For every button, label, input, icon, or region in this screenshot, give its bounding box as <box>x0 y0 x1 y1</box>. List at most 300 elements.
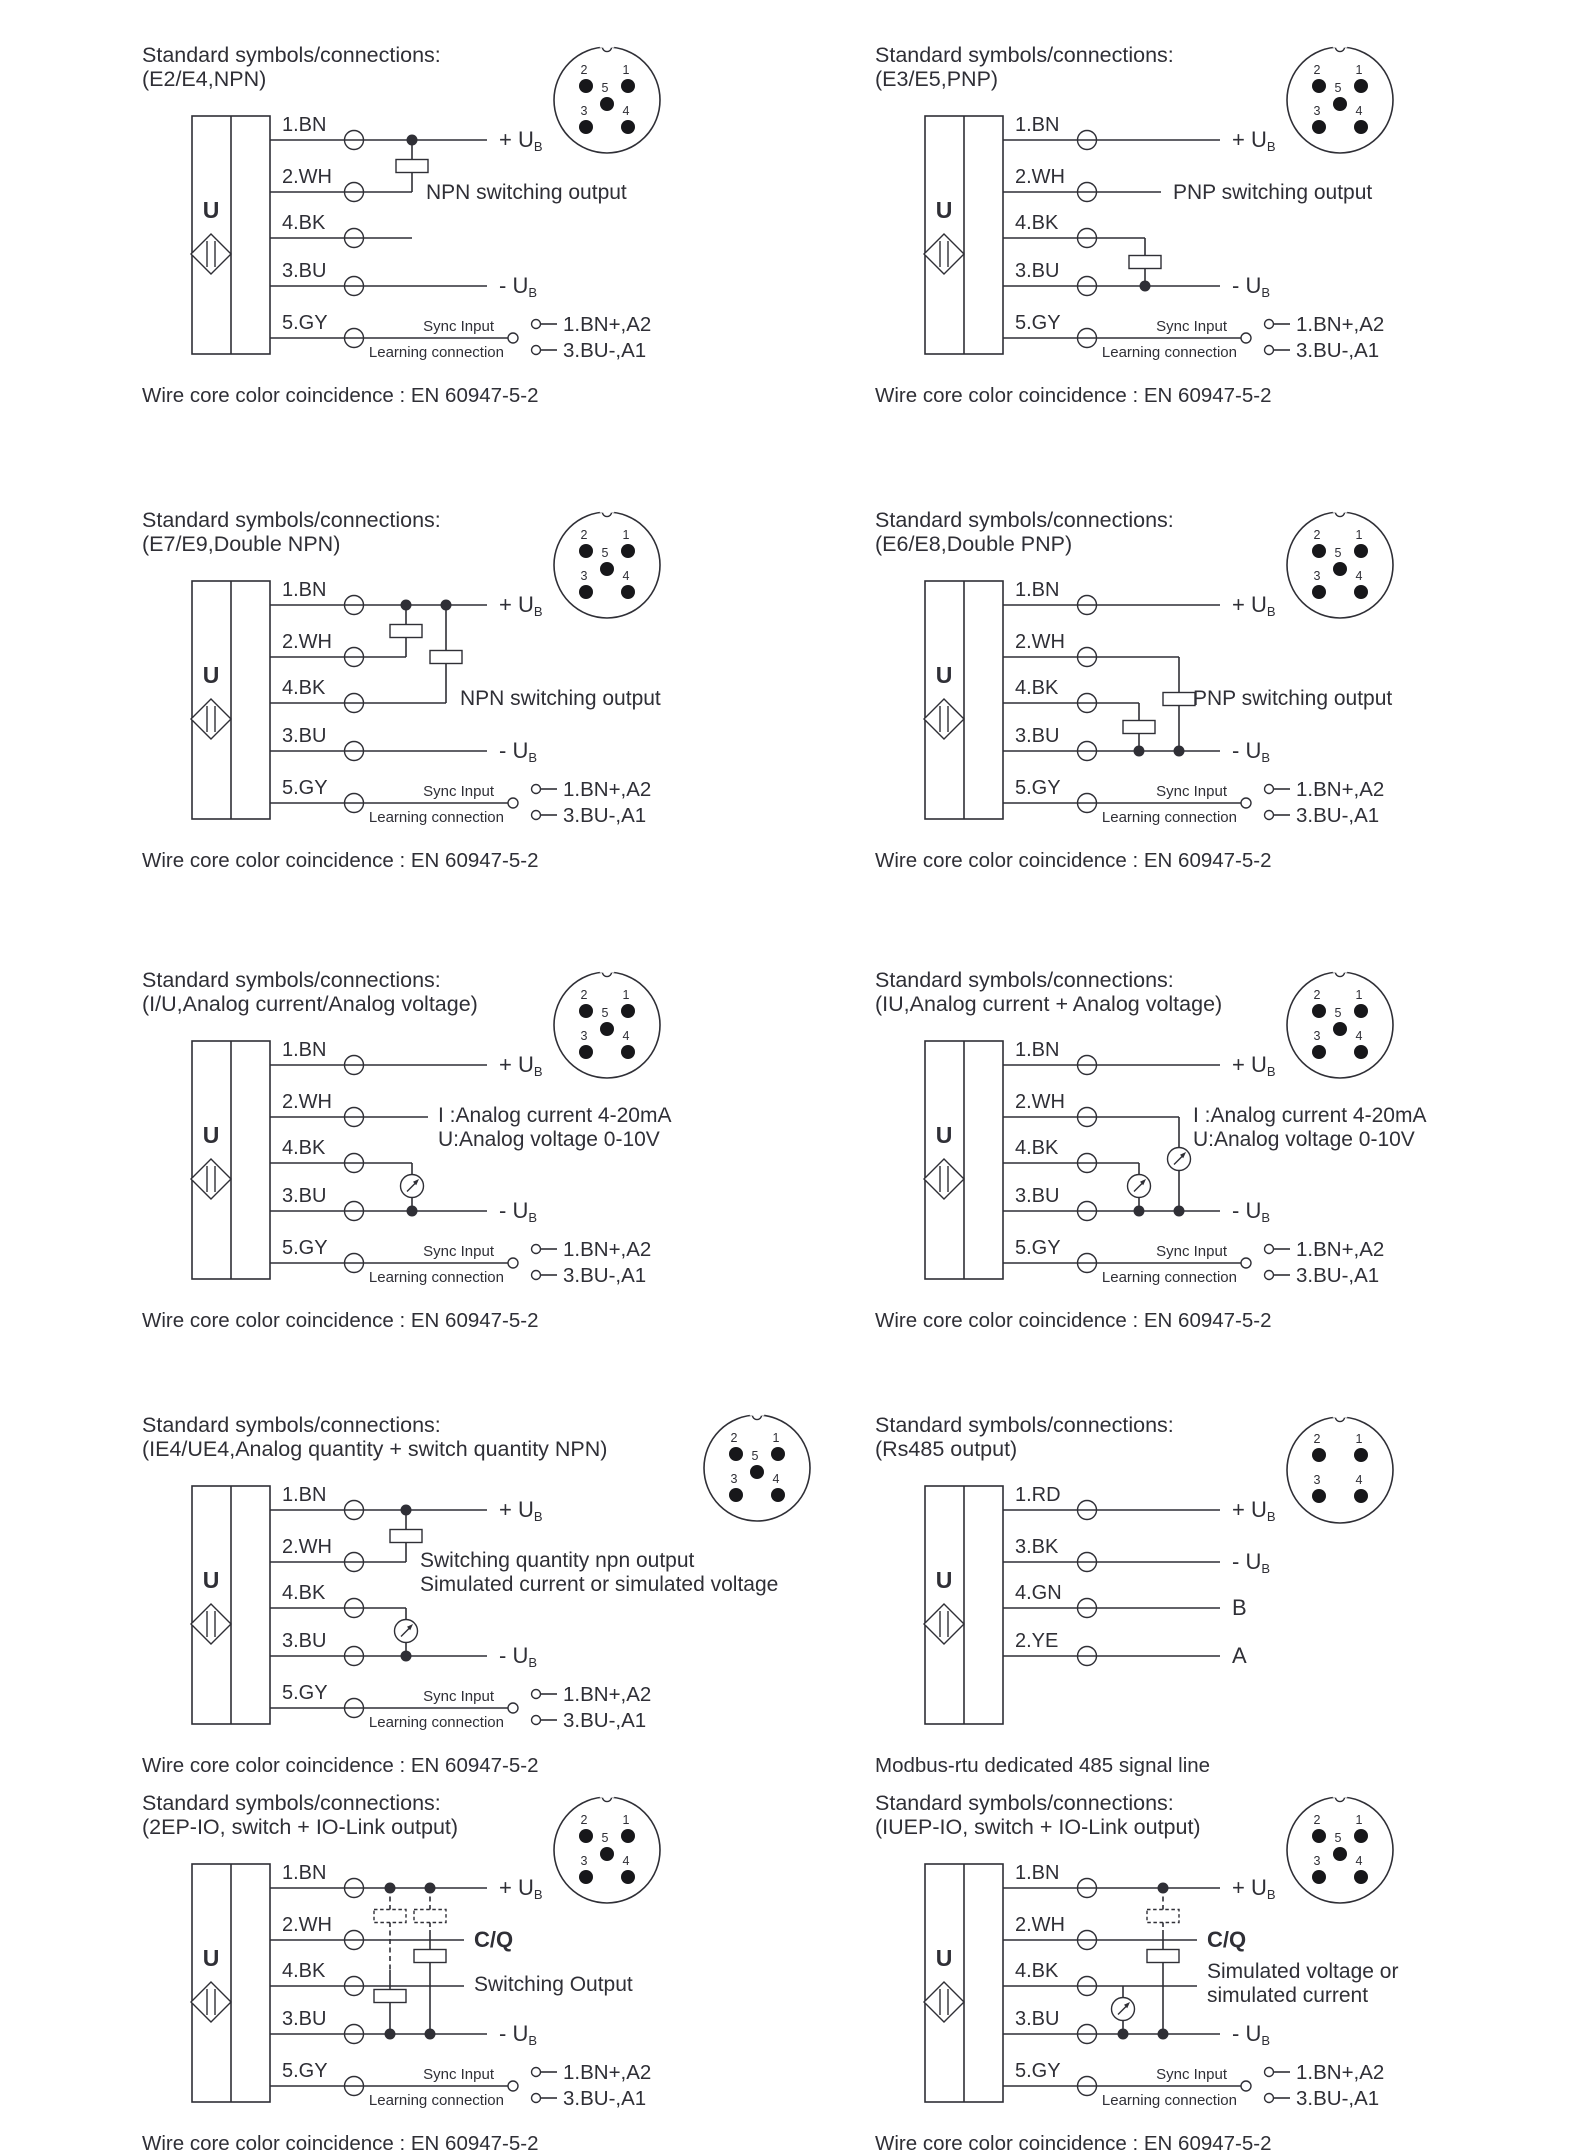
terminal-label <box>1232 1198 1270 1225</box>
sensor-u-label: U <box>935 197 953 223</box>
connector-pin-dot <box>579 585 593 599</box>
output-label: C/Q <box>474 1927 514 1952</box>
junction-dot <box>407 135 418 146</box>
wire-pin-label: 3.BU <box>1015 725 1060 747</box>
wire-pin-label: 4.BK <box>282 677 326 699</box>
sync-terminal-label: 1.BN+,A2 <box>1296 1238 1385 1261</box>
sync-terminal-label: 3.BU-,A1 <box>563 1709 647 1732</box>
terminal-label-subscript: B <box>1261 750 1270 765</box>
wire-pin-label: 5.GY <box>1015 777 1061 799</box>
connector-pin-dot <box>1354 79 1368 93</box>
connector-pin-dot <box>621 1045 635 1059</box>
stub-open-terminal <box>532 1690 541 1699</box>
sensor-symbol <box>924 1864 1003 2102</box>
terminal-label-subscript: B <box>1266 1509 1276 1524</box>
connector-pin-number: 5 <box>601 1006 609 1020</box>
connector-pin-number: 4 <box>1355 104 1363 118</box>
connector-pin-number: 1 <box>1355 1432 1363 1446</box>
load-resistor-icon <box>374 1990 406 2003</box>
sync-terminal-label: 3.BU-,A1 <box>563 2087 647 2110</box>
connector-notch-mask <box>600 961 614 973</box>
wiring-diagram-panel <box>875 40 1587 465</box>
panel-title: Standard symbols/connections: <box>875 43 1174 67</box>
terminal-label-subscript: B <box>1261 285 1270 300</box>
stub-open-terminal <box>1265 785 1274 794</box>
wire-pin-label: 3.BU <box>282 1185 327 1207</box>
terminal-label-main: + U <box>499 1052 534 1077</box>
output-label: PNP switching output <box>1193 687 1393 710</box>
terminal-label-main: + U <box>499 127 534 152</box>
sync-open-terminal <box>1241 798 1251 808</box>
sensor-u-label: U <box>202 662 220 688</box>
terminal-label <box>499 1643 537 1670</box>
load-resistor-icon <box>396 160 428 173</box>
load-resistor-dashed-icon <box>374 1910 406 1923</box>
terminal-label <box>1232 2021 1270 2048</box>
sync-terminal-label: 3.BU-,A1 <box>1296 804 1380 827</box>
terminal-label <box>1232 127 1276 154</box>
wiring-diagram-panel <box>875 965 1587 1390</box>
junction-dot <box>385 2029 396 2040</box>
junction-dot <box>1134 746 1145 757</box>
stub-open-terminal <box>532 1716 541 1725</box>
wire-pin-label: 1.RD <box>1015 1484 1061 1506</box>
panel-title: Standard symbols/connections: <box>142 1791 441 1815</box>
connector-pin-number: 1 <box>772 1431 780 1445</box>
sync-terminal-label: 1.BN+,A2 <box>563 313 652 336</box>
connector-pin-number: 3 <box>730 1472 738 1486</box>
wire-pin-label: 5.GY <box>282 777 328 799</box>
connector-pin-dot <box>771 1447 785 1461</box>
wire-pin-label: 1.BN <box>282 1484 327 1506</box>
wire-pin-label: 1.BN <box>1015 114 1060 136</box>
sync-terminal-label: 3.BU-,A1 <box>1296 339 1380 362</box>
wire-pin-label: 2.WH <box>282 1536 332 1558</box>
wire-pin-label: 4.BK <box>282 1960 326 1982</box>
connector-pin-number: 4 <box>622 1854 630 1868</box>
connector-pin-number: 3 <box>1313 1854 1321 1868</box>
stub-open-terminal <box>532 1245 541 1254</box>
sync-input-label: Sync Input <box>423 318 494 335</box>
wire-pin-label: 5.GY <box>282 1237 328 1259</box>
wire-pin-label: 5.GY <box>282 2060 328 2082</box>
sensor-u-label: U <box>935 1122 953 1148</box>
load-resistor-icon <box>414 1950 446 1963</box>
footer-note: Wire core color coincidence : EN 60947-5-2 <box>875 2132 1272 2154</box>
sensor-symbol <box>924 1486 1003 1724</box>
sensor-symbol <box>191 1041 270 1279</box>
connector-pin-number: 3 <box>1313 1029 1321 1043</box>
terminal-label <box>1232 738 1270 765</box>
connector-pin-number: 4 <box>622 569 630 583</box>
connector-pin-number: 5 <box>1334 1831 1342 1845</box>
stub-open-terminal <box>1265 1245 1274 1254</box>
output-label: Switching quantity npn output <box>420 1549 695 1572</box>
terminal-label-main: - U <box>1232 273 1262 298</box>
load-resistor-icon <box>1123 721 1155 734</box>
wire-pin-label: 4.BK <box>1015 677 1059 699</box>
junction-dot <box>1118 2029 1129 2040</box>
connector-pin-dot <box>579 79 593 93</box>
connector-pinout-icon <box>1287 1786 1393 1904</box>
terminal-label-main: + U <box>1232 127 1267 152</box>
wiring-diagram-panel <box>875 505 1587 930</box>
connector-pin-dot <box>600 1847 614 1861</box>
sync-input-label: Sync Input <box>1156 1243 1227 1260</box>
learning-connection-label: Learning connection <box>368 809 504 826</box>
junction-dot <box>401 600 412 611</box>
terminal-label-subscript: B <box>528 285 537 300</box>
output-label: Simulated voltage or <box>1207 1960 1399 1983</box>
stub-open-terminal <box>1265 320 1274 329</box>
output-label: Switching Output <box>474 1973 633 1996</box>
connector-pinout-icon <box>554 1786 660 1904</box>
connector-notch-mask <box>1333 1406 1347 1418</box>
panel-title: Standard symbols/connections: <box>875 1413 1174 1437</box>
sync-open-terminal <box>508 1703 518 1713</box>
connector-pin-number: 1 <box>1355 528 1363 542</box>
wire-pin-label: 5.GY <box>282 312 328 334</box>
connector-pin-dot <box>1354 1045 1368 1059</box>
connector-pin-number: 2 <box>580 528 588 542</box>
sync-terminal-label: 3.BU-,A1 <box>1296 1264 1380 1287</box>
connector-notch-mask <box>750 1404 764 1416</box>
output-label: NPN switching output <box>460 687 661 710</box>
terminal-label <box>499 1497 543 1524</box>
terminal-label <box>499 738 537 765</box>
sync-input-label: Sync Input <box>423 1688 494 1705</box>
stub-open-terminal <box>1265 811 1274 820</box>
wire-pin-label: 2.WH <box>1015 1091 1065 1113</box>
connector-pinout-icon <box>554 961 660 1079</box>
connector-notch-mask <box>600 1786 614 1798</box>
connector-pin-number: 5 <box>601 546 609 560</box>
wire-pin-label: 4.BK <box>1015 212 1059 234</box>
connector-pin-dot <box>1354 120 1368 134</box>
wire-pin-label: 2.WH <box>282 1091 332 1113</box>
stub-open-terminal <box>532 1271 541 1280</box>
terminal-label-main: + U <box>1232 592 1267 617</box>
connector-pin-dot <box>579 1829 593 1843</box>
panel-subtitle: (E7/E9,Double NPN) <box>142 532 341 556</box>
junction-dot <box>441 600 452 611</box>
footer-note: Wire core color coincidence : EN 60947-5-2 <box>142 384 539 407</box>
connector-pin-number: 5 <box>751 1449 759 1463</box>
sensor-symbol <box>191 581 270 819</box>
connector-pin-dot <box>600 1022 614 1036</box>
connector-pin-dot <box>771 1488 785 1502</box>
terminal-label <box>1232 1549 1270 1576</box>
terminal-label-subscript: B <box>528 1655 537 1670</box>
wire-pin-label: 3.BU <box>282 2008 327 2030</box>
connector-pin-number: 3 <box>1313 104 1321 118</box>
sensor-u-label: U <box>202 1945 220 1971</box>
terminal-label-main: + U <box>499 592 534 617</box>
connector-pin-dot <box>621 1829 635 1843</box>
panel-subtitle: (IUEP-IO, switch + IO-Link output) <box>875 1815 1201 1839</box>
footer-note: Wire core color coincidence : EN 60947-5-2 <box>875 849 1272 872</box>
connector-pin-number: 5 <box>1334 1006 1342 1020</box>
connector-pin-dot <box>1312 1004 1326 1018</box>
wire-pin-label: 1.BN <box>1015 579 1060 601</box>
wiring-diagram-panel <box>875 1788 1587 2154</box>
sensor-symbol <box>191 1486 270 1724</box>
wire-pin-label: 3.BU <box>282 260 327 282</box>
connector-pinout-icon <box>704 1404 810 1522</box>
output-label: U:Analog voltage 0-10V <box>1193 1128 1415 1151</box>
connector-pin-number: 4 <box>1355 1854 1363 1868</box>
panel-subtitle: (Rs485 output) <box>875 1437 1018 1461</box>
sensor-symbol <box>924 581 1003 819</box>
wire-pin-label: 2.WH <box>1015 166 1065 188</box>
connector-pin-dot <box>1333 562 1347 576</box>
connector-pin-number: 4 <box>1355 569 1363 583</box>
junction-dot <box>1158 2029 1169 2040</box>
panel-title: Standard symbols/connections: <box>142 1413 441 1437</box>
junction-dot <box>425 2029 436 2040</box>
sync-open-terminal <box>1241 333 1251 343</box>
junction-dot <box>425 1883 436 1894</box>
wire-pin-label: 1.BN <box>282 579 327 601</box>
terminal-label-subscript: B <box>1266 1064 1276 1079</box>
connector-pin-number: 4 <box>1355 1029 1363 1043</box>
wire-pin-label: 2.YE <box>1015 1630 1059 1652</box>
sync-terminal-label: 1.BN+,A2 <box>563 1683 652 1706</box>
connector-pinout-icon <box>1287 1406 1393 1524</box>
connector-pin-dot <box>1312 585 1326 599</box>
learning-connection-label: Learning connection <box>1101 809 1237 826</box>
terminal-label-subscript: B <box>533 1064 543 1079</box>
wire-pin-label: 5.GY <box>1015 312 1061 334</box>
load-resistor-dashed-icon <box>414 1910 446 1923</box>
wire-pin-label: 4.BK <box>282 1137 326 1159</box>
sensor-u-label: U <box>935 1567 953 1593</box>
stub-open-terminal <box>532 811 541 820</box>
connector-pin-dot <box>621 1004 635 1018</box>
panel-title: Standard symbols/connections: <box>142 508 441 532</box>
terminal-label <box>1232 592 1276 619</box>
connector-pin-number: 5 <box>601 1831 609 1845</box>
output-label: simulated current <box>1207 1984 1369 2007</box>
panel-subtitle: (E3/E5,PNP) <box>875 67 999 91</box>
output-label: C/Q <box>1207 1927 1247 1952</box>
connector-pin-dot <box>1354 585 1368 599</box>
learning-connection-label: Learning connection <box>368 1714 504 1731</box>
sync-open-terminal <box>508 1258 518 1268</box>
connector-pin-number: 3 <box>580 104 588 118</box>
output-label: Simulated current or simulated voltage <box>420 1573 779 1596</box>
terminal-label-subscript: B <box>1261 2033 1270 2048</box>
connector-pin-number: 4 <box>622 1029 630 1043</box>
terminal-label-main: - U <box>1232 1198 1262 1223</box>
panel-subtitle: (E2/E4,NPN) <box>142 67 267 91</box>
connector-pin-dot <box>1354 544 1368 558</box>
connector-pin-number: 2 <box>580 988 588 1002</box>
panel-subtitle: (I/U,Analog current/Analog voltage) <box>142 992 478 1016</box>
terminal-label-subscript: B <box>533 1887 543 1902</box>
junction-dot <box>1174 1206 1185 1217</box>
connector-pin-number: 2 <box>1313 988 1321 1002</box>
sensor-symbol <box>191 116 270 354</box>
connector-pin-dot <box>621 79 635 93</box>
connector-pin-number: 3 <box>580 569 588 583</box>
connector-pin-number: 1 <box>1355 63 1363 77</box>
sync-terminal-label: 1.BN+,A2 <box>563 2061 652 2084</box>
connector-pin-dot <box>579 1045 593 1059</box>
sync-open-terminal <box>508 2081 518 2091</box>
wiring-diagram-panel <box>142 505 862 930</box>
connector-pinout-icon <box>554 501 660 619</box>
connector-pin-dot <box>1354 1004 1368 1018</box>
wire-pin-label: 2.WH <box>1015 1914 1065 1936</box>
sensor-u-label: U <box>202 1122 220 1148</box>
panel-title: Standard symbols/connections: <box>875 968 1174 992</box>
sensor-symbol <box>924 1041 1003 1279</box>
sensor-u-label: U <box>935 1945 953 1971</box>
panel-subtitle: (E6/E8,Double PNP) <box>875 532 1073 556</box>
connector-pin-dot <box>579 120 593 134</box>
sync-input-label: Sync Input <box>423 1243 494 1260</box>
connector-pin-number: 4 <box>772 1472 780 1486</box>
wiring-diagram-panel <box>142 1788 862 2154</box>
terminal-label <box>499 1198 537 1225</box>
stub-open-terminal <box>532 346 541 355</box>
junction-dot <box>401 1505 412 1516</box>
terminal-label-subscript: B <box>528 1210 537 1225</box>
stub-open-terminal <box>1265 346 1274 355</box>
connector-pin-dot <box>621 585 635 599</box>
connector-pin-number: 2 <box>1313 528 1321 542</box>
wire-pin-label: 4.BK <box>282 212 326 234</box>
stub-open-terminal <box>532 320 541 329</box>
load-resistor-icon <box>390 1530 422 1543</box>
terminal-label <box>499 592 543 619</box>
junction-dot <box>385 1883 396 1894</box>
connector-pin-number: 2 <box>1313 1813 1321 1827</box>
connector-pinout-icon <box>1287 36 1393 154</box>
panel-title: Standard symbols/connections: <box>875 1791 1174 1815</box>
connector-pin-dot <box>1312 544 1326 558</box>
terminal-label-subscript: B <box>533 604 543 619</box>
connector-pin-number: 3 <box>1313 1473 1321 1487</box>
connector-pin-dot <box>1312 1489 1326 1503</box>
stub-open-terminal <box>1265 1271 1274 1280</box>
wire-pin-label: 2.WH <box>282 631 332 653</box>
footer-note: Wire core color coincidence : EN 60947-5-2 <box>875 1309 1272 1332</box>
terminal-label-subscript: B <box>528 2033 537 2048</box>
terminal-label: B <box>1232 1595 1247 1620</box>
connector-pin-number: 2 <box>1313 1432 1321 1446</box>
connector-pin-number: 1 <box>1355 1813 1363 1827</box>
connector-pin-dot <box>1312 79 1326 93</box>
sync-terminal-label: 1.BN+,A2 <box>1296 313 1385 336</box>
connector-body <box>1287 1417 1393 1523</box>
output-label: I :Analog current 4-20mA <box>1193 1104 1427 1127</box>
stub-open-terminal <box>532 785 541 794</box>
sync-terminal-label: 1.BN+,A2 <box>1296 778 1385 801</box>
terminal-label-subscript: B <box>1266 139 1276 154</box>
connector-pinout-icon <box>554 36 660 154</box>
connector-pin-dot <box>1354 1448 1368 1462</box>
connector-pin-number: 3 <box>1313 569 1321 583</box>
connector-pin-number: 3 <box>580 1029 588 1043</box>
load-resistor-icon <box>1147 1950 1179 1963</box>
load-resistor-icon <box>1163 693 1195 706</box>
connector-pin-dot <box>729 1488 743 1502</box>
connector-pin-dot <box>621 544 635 558</box>
connector-pin-dot <box>1312 120 1326 134</box>
connector-pin-dot <box>621 1870 635 1884</box>
terminal-label-main: - U <box>499 2021 529 2046</box>
connector-notch-mask <box>1333 36 1347 48</box>
terminal-label-subscript: B <box>1261 1210 1270 1225</box>
terminal-label-main: - U <box>1232 1549 1262 1574</box>
wire-pin-label: 2.WH <box>1015 631 1065 653</box>
connector-pin-dot <box>1354 1829 1368 1843</box>
sync-open-terminal <box>1241 2081 1251 2091</box>
learning-connection-label: Learning connection <box>368 344 504 361</box>
sync-terminal-label: 3.BU-,A1 <box>563 339 647 362</box>
terminal-label-subscript: B <box>528 750 537 765</box>
panel-title: Standard symbols/connections: <box>142 968 441 992</box>
connector-pin-number: 2 <box>580 63 588 77</box>
wire-pin-label: 1.BN <box>282 114 327 136</box>
wire-pin-label: 1.BN <box>282 1862 327 1884</box>
sync-terminal-label: 3.BU-,A1 <box>1296 2087 1380 2110</box>
sync-input-label: Sync Input <box>423 2066 494 2083</box>
sync-open-terminal <box>1241 1258 1251 1268</box>
connector-pin-dot <box>579 1870 593 1884</box>
footer-note: Wire core color coincidence : EN 60947-5-2 <box>142 2132 539 2154</box>
footer-note: Wire core color coincidence : EN 60947-5-2 <box>142 1754 539 1777</box>
wiring-diagram-panel <box>142 965 862 1390</box>
sensor-u-label: U <box>202 197 220 223</box>
connector-pin-number: 5 <box>1334 81 1342 95</box>
wire-pin-label: 5.GY <box>1015 1237 1061 1259</box>
sync-input-label: Sync Input <box>1156 2066 1227 2083</box>
connector-pin-dot <box>1333 97 1347 111</box>
terminal-label <box>1232 1052 1276 1079</box>
connector-pin-number: 2 <box>580 1813 588 1827</box>
sync-input-label: Sync Input <box>1156 783 1227 800</box>
connector-pin-number: 4 <box>622 104 630 118</box>
terminal-label <box>1232 1497 1276 1524</box>
wiring-diagram-panel <box>142 40 862 465</box>
panel-subtitle: (IU,Analog current + Analog voltage) <box>875 992 1223 1016</box>
sync-terminal-label: 1.BN+,A2 <box>563 778 652 801</box>
connector-pin-number: 2 <box>1313 63 1321 77</box>
connector-pin-number: 4 <box>1355 1473 1363 1487</box>
connector-pin-number: 5 <box>1334 546 1342 560</box>
wire-pin-label: 5.GY <box>1015 2060 1061 2082</box>
output-label: PNP switching output <box>1173 181 1373 204</box>
stub-open-terminal <box>532 2068 541 2077</box>
load-resistor-dashed-icon <box>1147 1910 1179 1923</box>
learning-connection-label: Learning connection <box>1101 1269 1237 1286</box>
learning-connection-label: Learning connection <box>1101 2092 1237 2109</box>
output-label: NPN switching output <box>426 181 627 204</box>
wire-pin-label: 3.BU <box>1015 2008 1060 2030</box>
terminal-label-main: - U <box>499 1198 529 1223</box>
stub-open-terminal <box>532 2094 541 2103</box>
sync-terminal-label: 1.BN+,A2 <box>563 1238 652 1261</box>
connector-notch-mask <box>600 36 614 48</box>
connector-pin-dot <box>729 1447 743 1461</box>
connector-pin-number: 1 <box>622 63 630 77</box>
terminal-label-main: - U <box>499 273 529 298</box>
connector-pin-number: 1 <box>622 528 630 542</box>
terminal-label-main: + U <box>1232 1497 1267 1522</box>
